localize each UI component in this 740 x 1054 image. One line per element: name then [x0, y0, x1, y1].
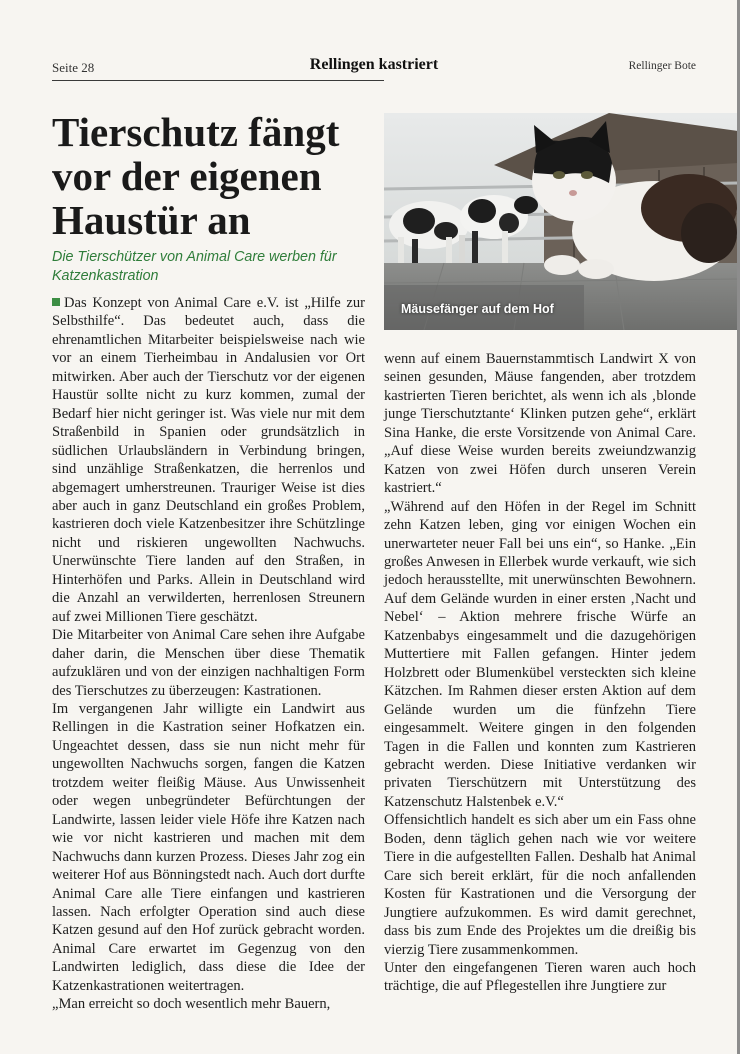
- paragraph-intro: Das Konzept von Animal Care e.V. ist „Hilfe zur Selbsthilfe“. Das bedeutet auch, dass die ehrenamtlichen Mitarbeiter beispielsweise nach wie vor an einem Tierheimbau in Andalusien vor Ort mitwirken. Aber auch der Tierschutz vor der eigenen Haustür sollte nicht zu kurz kommen, zumal der Bedarf hier nicht geringer ist. Was viele nur mit dem Straßenbild in Spanien oder grundsätzlich in südlichen Urlaubsländern in Verbindung bringen, sind unzählige Straßenkatzen, die herrenlos und abgemagert umherstreunen. Trauriger Weise ist dies aber auch in ganz Deutschland ein großes Problem, kastrieren doch viele Katzenbesitzer ihre Schützlinge nicht und riskieren ungewollten Nachwuchs. Unerwünschte Tiere landen auf den Straßen, in Hinterhöfen und Parks. Allein in Deutschland wird die Anzahl an verwilderten, herrenlosen Streunern auf zwei Millionen Tiere geschätzt.: [52, 295, 365, 625]
- article-headline: Tierschutz fängt vor der eigenen Haustür an: [52, 109, 340, 243]
- paragraph: Offensichtlich handelt es sich aber um ein Fass ohne Boden, denn täglich gehen nach wie vor weitere Tiere in die aufgestellten Fallen. Deshalb hat Animal Care sich bereit erklärt, für die noch anfallenden Kosten für Kastrationen und die Versorgung der Jungtiere aufzukommen. Es wird damit gerechnet, dass bis zum Ende des Projektes um die dreißig bis vierzig Tiere zusammenkommen.: [384, 812, 696, 958]
- paragraph: Die Mitarbeiter von Animal Care sehen ihre Aufgabe daher darin, die Menschen über diese Thematik aufzuklären und von der einzigen nachhaltigen Form des Tierschutzes zu überzeugen: Kastrationen.: [52, 627, 365, 699]
- paragraph: „Man erreicht so doch wesentlich mehr Bauern,: [52, 996, 331, 1013]
- right-column: [384, 350, 696, 996]
- photo-caption: Mäusefänger auf dem Hof: [401, 302, 554, 316]
- left-column: [52, 294, 365, 1014]
- paragraph: Im vergangenen Jahr willigte ein Landwirt aus Rellingen in die Kastration seiner Hofkatzen ein. Ungeachtet dessen, dass sie nun nicht mehr für ungewollten Nachwuchs sorgen, fangen die Katzen trotzdem weiter fleißig Mäuse. Aus Unwissenheit oder wegen unbegründeter Befürchtungen der Landwirte, lassen leider viele Höfe ihre Katzen nach wie vor nicht kastrieren und machen mit dem Nachwuchs dann kurzen Prozess. Dieses Jahr zog ein weiterer Hof aus Bönningstedt nach. Auch dort durfte Animal Care alle Tiere einfangen und kastrieren lassen. Nach erfolgter Operation sind auch diese Katzen gesund auf den Hof zurück gebracht worden. Animal Care erwartet im Gegenzug von den Landwirten lediglich, dass diese die Idee der Katzenkastrationen weitertragen.: [52, 700, 365, 994]
- page-header: [52, 56, 696, 80]
- article-photo: [384, 113, 738, 330]
- paragraph: „Während auf den Höfen in der Regel im Schnitt zehn Katzen leben, ging vor einigen Wochen ein unerwarteter neuer Fall bei uns ein“, so Hanke. „Ein großes Anwesen in Ellerbek wurde verkauft, wie sich jedoch herausstellte, mit unerwünschten Bewohnern. Auf dem Gelände wurden in einer ersten ‚Nacht und Nebel‘ – Aktion mehrere frische Würfe an Katzenbabys eingesammelt und die dazugehörigen Muttertiere mit Fallen gefangen. Hinter jedem Holzbrett oder Blumenkübel versteckten sich kleine Kätzchen. Im Rahmen dieser ersten Aktion auf dem Gelände wurden um die fünfzehn Tiere eingesammelt. Weitere gingen in den folgenden Tagen in die Fallen und konnten zum Kastrieren gebracht werden. Diese Initiative verdanken wir privaten Tierschützern mit Unterstützung des Katzenschutz Halstenbek e.V.“: [384, 498, 696, 810]
- paragraph: Unter den eingefangenen Tieren waren auch hoch trächtige, die auf Pflegestellen ihre Jungtiere zur: [384, 959, 696, 995]
- section-title: Rellingen kastriert: [309, 56, 439, 73]
- page-number: Seite 28: [52, 60, 95, 75]
- cat-farm-illustration: [384, 113, 738, 330]
- publication-name: Rellinger Bote: [628, 60, 696, 72]
- header-rule: [52, 80, 384, 81]
- article-subhead: Die Tierschützer von Animal Care werben für Katzenkastration: [52, 249, 337, 284]
- green-bullet-icon: [52, 298, 60, 306]
- paragraph: wenn auf einem Bauernstammtisch Landwirt X von seinen gesunden, Mäuse fangenden, aber trotzdem kastrierten Tieren berichtet, als wenn ich als ‚blonde junge Tierschutztante‘ Klinken putzen gehe“, erklärt Sina Hanke, die erste Vorsitzende von Animal Care. „Auf diese Weise wurden bereits zweiundzwanzig Katzen von zwei Höfen durch unseren Verein kastriert.“: [384, 351, 696, 497]
